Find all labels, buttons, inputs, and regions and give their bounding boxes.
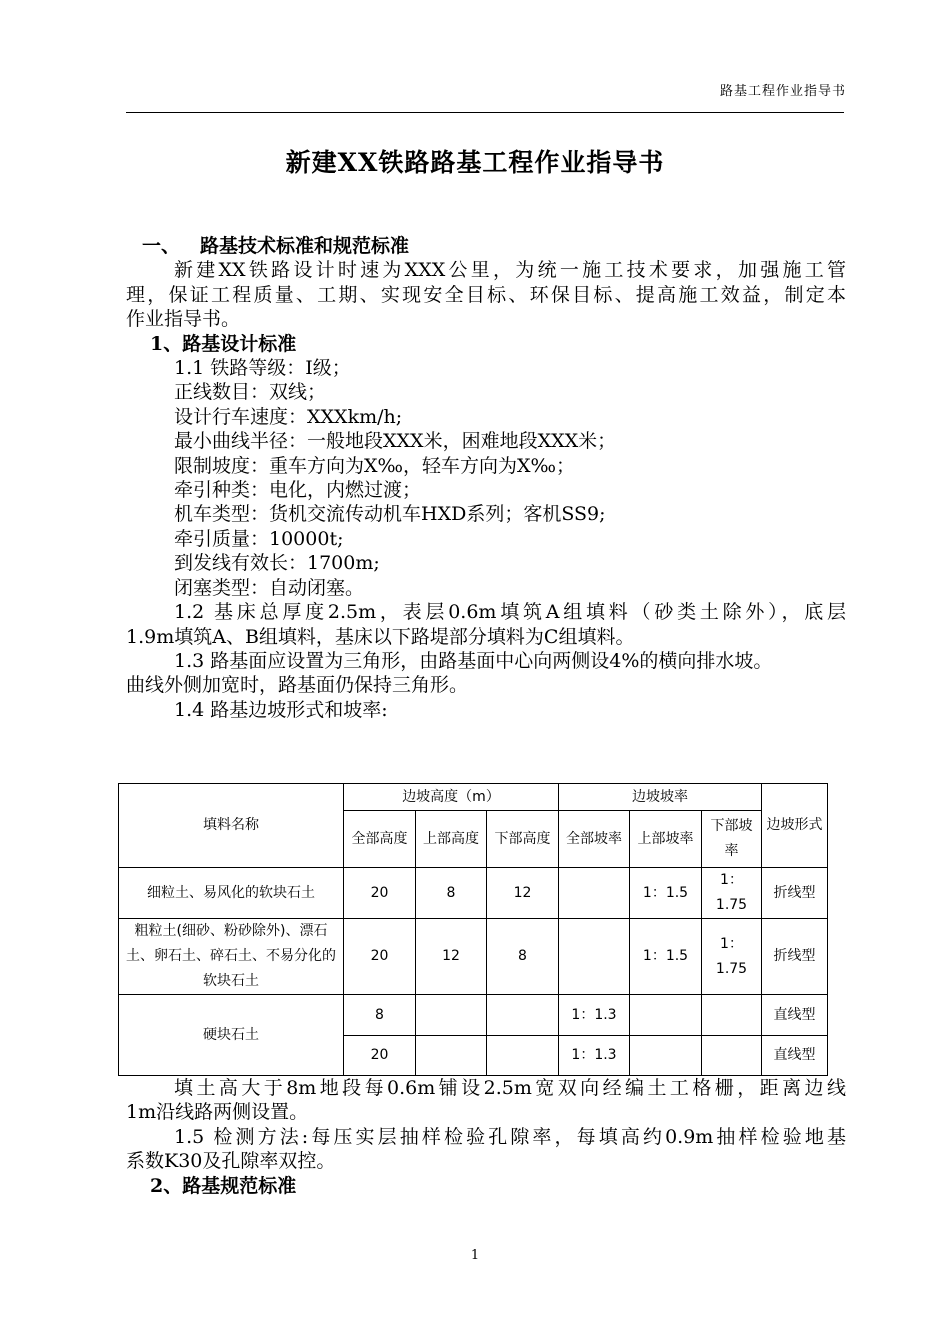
- table-row: [119, 868, 828, 919]
- spec-item: 牵引质量：10000t;: [174, 527, 344, 550]
- paragraph-1-5-line-1: 1.5 检测方法:每压实层抽样检验孔隙率，每填高约0.9m抽样检验地基: [174, 1125, 846, 1148]
- cell-total-height: 20: [344, 919, 416, 995]
- cell-upper-ratio: [630, 1036, 702, 1076]
- subheader-lower-ratio: 下部坡率: [702, 811, 762, 868]
- after-table-block: [126, 1076, 846, 1198]
- spec-item: 机车类型：货机交流传动机车HXD系列；客机SS9;: [174, 503, 606, 526]
- subheader-lower-height: 下部高度: [487, 811, 559, 868]
- spec-item: 到发线有效长：1700m;: [174, 552, 380, 575]
- subheader-upper-height: 上部高度: [416, 811, 487, 868]
- header-slope-height: 边坡高度（m）: [344, 784, 559, 811]
- cell-fill-name: 硬块石土: [119, 995, 344, 1076]
- header-slope-ratio: 边坡坡率: [559, 784, 762, 811]
- cell-upper-height: [416, 995, 487, 1036]
- section-1: [126, 234, 846, 722]
- cell-lower-height: 8: [487, 919, 559, 995]
- spec-item: 设计行车速度：XXXkm/h;: [174, 405, 403, 428]
- section-1-heading: [126, 234, 846, 258]
- intro-line-2: 理，保证工程质量、工期、实现安全目标、环保目标、提高施工效益，制定本: [126, 283, 846, 306]
- cell-lower-height: [487, 995, 559, 1036]
- cell-lower-ratio: 1：1.75: [702, 868, 762, 919]
- cell-upper-height: [416, 1036, 487, 1076]
- spec-item: 1.1 铁路等级：Ⅰ级；: [174, 357, 351, 380]
- table-row: [119, 919, 828, 995]
- subsection-2-heading: 2、路基规范标准: [150, 1174, 297, 1197]
- paragraph-1-2-line-1: 1.2 基床总厚度2.5m，表层0.6m填筑A组填料（砂类土除外），底层: [174, 601, 846, 624]
- cell-upper-height: 12: [416, 919, 487, 995]
- cell-slope-form: 折线型: [762, 868, 828, 919]
- section-1-title: 路基技术标准和规范标准: [200, 235, 410, 257]
- header-fill-name: 填料名称: [119, 784, 344, 868]
- spec-item: 闭塞类型：自动闭塞。: [174, 576, 365, 599]
- subheader-upper-ratio: 上部坡率: [630, 811, 702, 868]
- cell-lower-ratio: [702, 1036, 762, 1076]
- cell-upper-ratio: 1：1.5: [630, 868, 702, 919]
- paragraph-1-4: 1.4 路基边坡形式和坡率:: [174, 698, 388, 721]
- subheader-total-ratio: 全部坡率: [559, 811, 630, 868]
- section-1-number: 一、: [142, 235, 181, 257]
- cell-upper-height: 8: [416, 868, 487, 919]
- cell-total-height: 8: [344, 995, 416, 1036]
- intro-line-1: 新建XX铁路设计时速为XXX公里，为统一施工技术要求，加强施工管: [174, 259, 846, 282]
- spec-item: 牵引种类：电化，内燃过渡；: [174, 479, 422, 502]
- document-title: 新建XX铁路路基工程作业指导书: [285, 148, 665, 177]
- spec-item: 最小曲线半径：一般地段XXX米，困难地段XXX米；: [174, 430, 617, 453]
- slope-table: [118, 783, 828, 1076]
- header-slope-form: 边坡形式: [762, 784, 828, 868]
- cell-total-ratio: [559, 868, 630, 919]
- subsection-1-heading: 1、路基设计标准: [150, 332, 297, 355]
- paragraph-1-3-line-2: 曲线外侧加宽时，路基面仍保持三角形。: [126, 674, 469, 697]
- cell-upper-ratio: 1：1.5: [630, 919, 702, 995]
- cell-total-ratio: [559, 919, 630, 995]
- cell-lower-height: [487, 1036, 559, 1076]
- cell-total-height: 20: [344, 868, 416, 919]
- running-header: 路基工程作业指导书: [719, 84, 846, 99]
- paragraph-1-3-line-1: 1.3 路基面应设置为三角形，由路基面中心向两侧设4%的横向排水坡。: [174, 649, 773, 672]
- cell-slope-form: 直线型: [762, 995, 828, 1036]
- cell-lower-height: 12: [487, 868, 559, 919]
- header-divider: [126, 112, 844, 113]
- cell-lower-ratio: 1：1.75: [702, 919, 762, 995]
- cell-total-ratio: 1：1.3: [559, 1036, 630, 1076]
- paragraph-1-2-line-2: 1.9m填筑A、B组填料，基床以下路堤部分填料为C组填料。: [126, 625, 635, 648]
- spec-item: 正线数目：双线；: [174, 381, 327, 404]
- cell-slope-form: 折线型: [762, 919, 828, 995]
- cell-total-ratio: 1：1.3: [559, 995, 630, 1036]
- cell-fill-name: 细粒土、易风化的软块石土: [119, 868, 344, 919]
- geogrid-line-2: 1m沿线路两侧设置。: [126, 1101, 309, 1124]
- cell-upper-ratio: [630, 995, 702, 1036]
- intro-line-3: 作业指导书。: [126, 308, 241, 331]
- cell-slope-form: 直线型: [762, 1036, 828, 1076]
- page-number: 1: [470, 1248, 480, 1263]
- paragraph-1-5-line-2: 系数K30及孔隙率双控。: [126, 1150, 336, 1173]
- subheader-total-height: 全部高度: [344, 811, 416, 868]
- cell-lower-ratio: [702, 995, 762, 1036]
- cell-fill-name: 粗粒土(细砂、粉砂除外)、漂石土、卵石土、碎石土、不易分化的软块石土: [119, 919, 344, 995]
- geogrid-line-1: 填土高大于8m地段每0.6m铺设2.5m宽双向经编土工格栅，距离边线: [174, 1077, 846, 1099]
- table-row: [119, 995, 828, 1036]
- cell-total-height: 20: [344, 1036, 416, 1076]
- spec-item: 限制坡度：重车方向为X‰，轻车方向为X‰；: [174, 454, 576, 477]
